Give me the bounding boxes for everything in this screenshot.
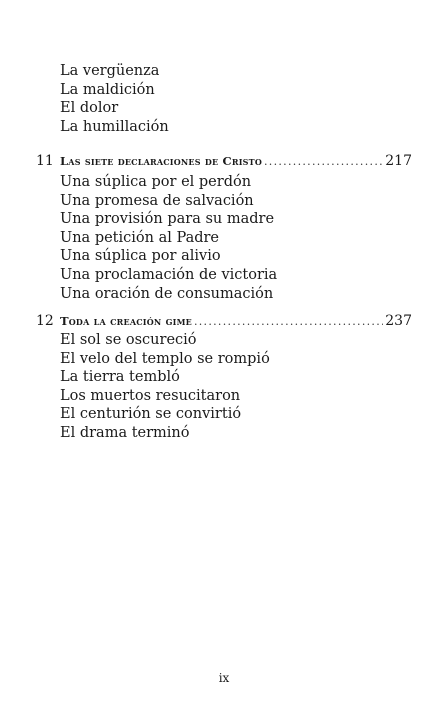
- subtopic-item: Una petición al Padre: [60, 229, 220, 246]
- chapter-number: 11: [36, 153, 54, 169]
- subtopic-item: Una promesa de salvación: [60, 192, 254, 209]
- subtopic-item: Los muertos resucitaron: [60, 387, 241, 404]
- chapter-12-heading: [36, 313, 412, 331]
- subtopic-item: El drama terminó: [60, 424, 190, 441]
- page-folio: ix: [218, 671, 230, 685]
- chapter-page-number: 217: [385, 153, 412, 169]
- subtopic-item: El centurión se convirtió: [60, 406, 242, 423]
- dot-leader: [194, 315, 383, 328]
- subtopic-item: Una provisión para su madre: [60, 211, 275, 228]
- subtopic-item: La humillación: [60, 118, 169, 135]
- subtopic-item: Una súplica por el perdón: [60, 174, 252, 190]
- subtopic-item: La vergüenza: [60, 63, 160, 79]
- chapter-11-heading: [36, 153, 412, 171]
- chapter-page-number: 237: [385, 313, 412, 329]
- subtopic-item: El velo del templo se rompió: [60, 350, 270, 367]
- subtopic-item: El dolor: [60, 100, 119, 117]
- subtopic-item: Una proclamación de victoria: [60, 266, 278, 283]
- subtopic-item: La maldición: [60, 81, 155, 98]
- subtopic-item: El sol se oscureció: [60, 332, 197, 348]
- chapter-11-subtopic-list: [60, 173, 277, 303]
- chapter-12-subtopic-list: [60, 331, 270, 443]
- subtopic-item: Una súplica por alivio: [60, 248, 221, 265]
- chapter-number: 12: [36, 313, 54, 329]
- subtopic-item: La tierra tembló: [60, 369, 180, 386]
- chapter-title: Las siete declaraciones de Cristo: [60, 154, 262, 168]
- chapter-title: Toda la creación gime: [60, 314, 192, 328]
- subtopic-item: Una oración de consumación: [60, 285, 274, 302]
- continued-subtopic-list: [60, 62, 169, 136]
- dot-leader: [264, 155, 383, 168]
